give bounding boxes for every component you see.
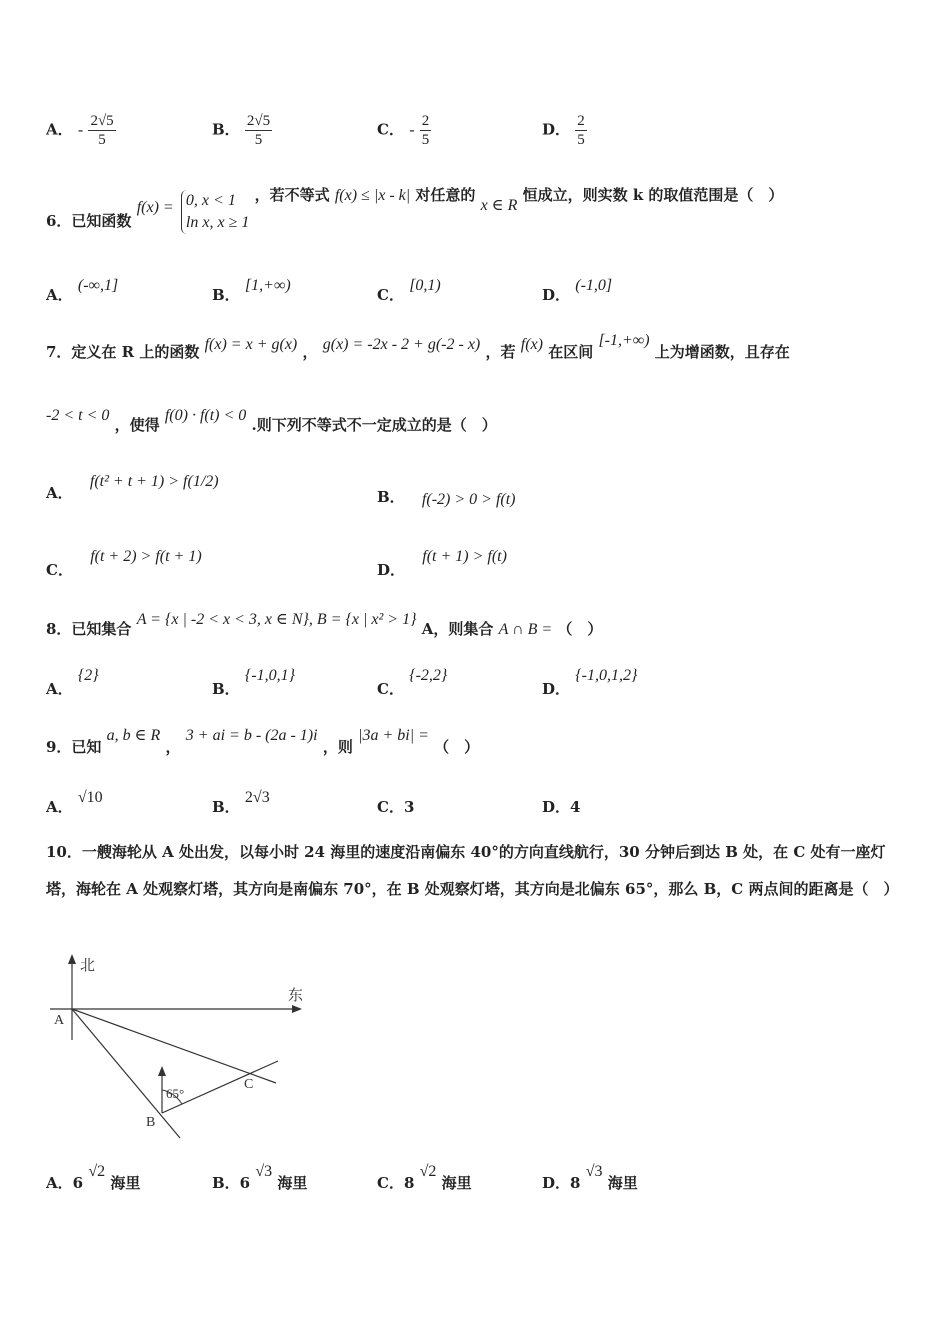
- option-label: A．: [46, 798, 73, 816]
- q6-option-c[interactable]: [377, 274, 441, 304]
- q8-mid: A，则集合: [421, 620, 494, 638]
- q10-option-b[interactable]: [212, 1160, 308, 1192]
- q8-option-c[interactable]: [377, 664, 448, 698]
- option-label: C．: [377, 286, 404, 304]
- option-value: {2}: [77, 667, 99, 684]
- option-value: [0,1): [409, 277, 441, 294]
- q6-case-1: 0, x < 1: [185, 192, 236, 209]
- q5-option-d[interactable]: [542, 112, 587, 149]
- q6-function-def: f(x) =: [136, 199, 174, 216]
- option-label: C．: [377, 680, 404, 698]
- option-unit: 海里: [441, 1174, 472, 1192]
- option-label: D．: [542, 286, 571, 304]
- q6-option-d[interactable]: [542, 274, 613, 304]
- q7-option-a[interactable]: [46, 470, 219, 502]
- q8-sets: A = {x | -2 < x < 3, x ∈ N}, B = {x | x² > 1}: [136, 611, 417, 628]
- q10-option-c[interactable]: [377, 1160, 472, 1192]
- q8-stem: [46, 608, 603, 638]
- denominator: 5: [98, 132, 106, 148]
- q5-option-b[interactable]: [212, 112, 272, 149]
- q8-suffix: （ ）: [557, 620, 603, 638]
- q8-expression: A ∩ B =: [498, 621, 553, 638]
- option-label: B．: [212, 120, 240, 139]
- q8-option-a[interactable]: [46, 664, 99, 698]
- minus-sign: -: [409, 121, 415, 139]
- q10-option-d[interactable]: [542, 1160, 638, 1192]
- q9-stem: [46, 724, 480, 756]
- q9-option-a[interactable]: [46, 786, 103, 816]
- fraction: [245, 112, 272, 149]
- q6-option-b[interactable]: [212, 274, 291, 304]
- fraction: [88, 112, 115, 149]
- q7-prefix: 7．定义在 R 上的函数: [46, 343, 200, 361]
- minus-sign: -: [77, 121, 84, 139]
- option-label: A．: [46, 286, 73, 304]
- angle-label: 65°: [166, 1086, 185, 1101]
- q7-question: .则下列不等式不一定成立的是（ ）: [251, 416, 497, 434]
- option-value: f(-2) > 0 > f(t): [421, 491, 516, 508]
- q7-interval: [-1,+∞): [598, 332, 650, 349]
- option-value: [1,+∞): [244, 277, 291, 294]
- q9-option-c[interactable]: [377, 796, 414, 817]
- option-label: A．6: [46, 1174, 84, 1192]
- q7-fx: f(x): [520, 336, 543, 353]
- option-unit: 海里: [607, 1174, 638, 1192]
- option-label: C．3: [377, 798, 415, 816]
- q8-option-d[interactable]: [542, 664, 638, 698]
- option-label: B．: [212, 680, 240, 698]
- option-value: (-∞,1]: [77, 277, 119, 294]
- q7-comma: ，: [302, 343, 318, 361]
- q6-stem: [46, 186, 784, 234]
- option-value: f(t² + t + 1) > f(1/2): [89, 473, 219, 490]
- b-north-arrowhead: [158, 1066, 166, 1076]
- option-label: D．: [542, 120, 571, 139]
- q7-condition: f(0) · f(t) < 0: [164, 407, 247, 424]
- q5-option-a[interactable]: [46, 112, 116, 149]
- option-value: √10: [77, 789, 103, 806]
- option-label: A．: [46, 680, 73, 698]
- q7-t-range: -2 < t < 0: [46, 407, 110, 424]
- q8-prefix: 8．已知集合: [46, 620, 132, 638]
- option-label: D．4: [542, 798, 581, 816]
- q7-g-equation: g(x) = -2x - 2 + g(-2 - x): [322, 336, 481, 353]
- q9-suffix: （ ）: [434, 738, 480, 756]
- q6-option-a[interactable]: [46, 274, 119, 304]
- option-label: D．8: [542, 1174, 581, 1192]
- option-label: B．: [212, 798, 240, 816]
- q6-case-2: ln x, x ≥ 1: [185, 214, 250, 231]
- q10-option-a[interactable]: [46, 1160, 141, 1192]
- option-root: √3: [585, 1163, 603, 1180]
- q10-figure: [40, 950, 320, 1150]
- q6-inequality: f(x) ≤ |x - k|: [334, 187, 411, 204]
- option-unit: 海里: [110, 1174, 141, 1192]
- q6-piecewise: [181, 190, 249, 234]
- denominator: 5: [577, 132, 585, 148]
- q7-mid2: 在区间: [548, 343, 594, 361]
- numerator: 2√5: [246, 113, 271, 129]
- q8-option-b[interactable]: [212, 664, 296, 698]
- q6-mid1: ，若不等式: [254, 186, 330, 204]
- q10-stem: 10．一艘海轮从 A 处出发，以每小时 24 海里的速度沿南偏东 40°的方向直线航行，30 分钟后到达 B 处，在 C 处有一座灯塔，海轮在 A 处观察灯塔，其方向是南偏东 70°，在 B 处观察灯塔，其方向是北偏东 65°，那么 B，C 两点间的距离是（ ）: [46, 843, 899, 898]
- q9-prefix: 9．已知: [46, 738, 102, 756]
- option-value: (-1,0]: [575, 277, 613, 294]
- q5-option-c[interactable]: [377, 112, 431, 149]
- option-label: A．: [46, 120, 73, 139]
- option-value: {-1,0,1,2}: [575, 667, 638, 684]
- north-arrowhead: [68, 954, 76, 964]
- q7-mid1: ，若: [485, 343, 516, 361]
- option-value: {-2,2}: [409, 667, 448, 684]
- option-label: D．: [542, 680, 571, 698]
- east-label: 东: [288, 988, 304, 1004]
- numerator: 2: [577, 113, 585, 129]
- numerator: 2: [421, 113, 430, 129]
- option-value: {-1,0,1}: [244, 667, 296, 684]
- denominator: 5: [254, 132, 263, 148]
- q7-option-d[interactable]: [377, 545, 507, 579]
- q9-comma: ，: [165, 738, 181, 756]
- q7-stem-line1: [46, 332, 790, 361]
- option-value: f(t + 2) > f(t + 1): [90, 548, 202, 565]
- q6-suffix: 恒成立，则实数 k 的取值范围是（ ）: [522, 186, 784, 204]
- q7-mid3: ，使得: [114, 416, 160, 434]
- point-c-label: C: [244, 1077, 254, 1092]
- option-label: B．: [377, 488, 405, 506]
- q9-option-d[interactable]: [542, 796, 580, 817]
- option-label: D．: [377, 561, 406, 579]
- q9-mid: ，则: [322, 738, 353, 756]
- denominator: 5: [421, 132, 430, 148]
- q9-option-b[interactable]: [212, 786, 270, 816]
- q9-condition-1: a, b ∈ R: [106, 727, 161, 744]
- option-value: 2√3: [244, 789, 270, 806]
- q7-suffix: 上为增函数，且存在: [654, 343, 790, 361]
- q7-option-b[interactable]: [377, 488, 516, 509]
- option-label: C．8: [377, 1174, 415, 1192]
- point-a-label: A: [54, 1013, 65, 1028]
- q6-domain: x ∈ R: [480, 197, 518, 214]
- option-root: √2: [88, 1163, 106, 1180]
- option-label: B．6: [212, 1174, 251, 1192]
- numerator: 2√5: [90, 113, 114, 129]
- east-arrowhead: [292, 1005, 302, 1013]
- q6-prefix: 6．已知函数: [46, 212, 132, 230]
- option-value: f(t + 1) > f(t): [422, 548, 507, 565]
- option-label: C．: [46, 561, 73, 579]
- q9-expression: |3a + bi| =: [358, 727, 429, 744]
- option-root: √2: [419, 1163, 437, 1180]
- option-label: B．: [212, 286, 240, 304]
- q7-f-equation: f(x) = x + g(x): [204, 336, 298, 353]
- q7-option-c[interactable]: [46, 545, 202, 579]
- point-b-label: B: [146, 1115, 156, 1130]
- option-label: A．: [46, 484, 73, 502]
- fraction: [575, 112, 587, 149]
- q9-condition-2: 3 + ai = b - (2a - 1)i: [185, 727, 318, 744]
- option-unit: 海里: [277, 1174, 308, 1192]
- q7-stem-line2: [46, 404, 497, 434]
- option-label: C．: [377, 120, 404, 139]
- option-root: √3: [255, 1163, 273, 1180]
- north-label: 北: [80, 958, 96, 974]
- fraction: [420, 112, 432, 149]
- q6-mid2: 对任意的: [415, 186, 476, 204]
